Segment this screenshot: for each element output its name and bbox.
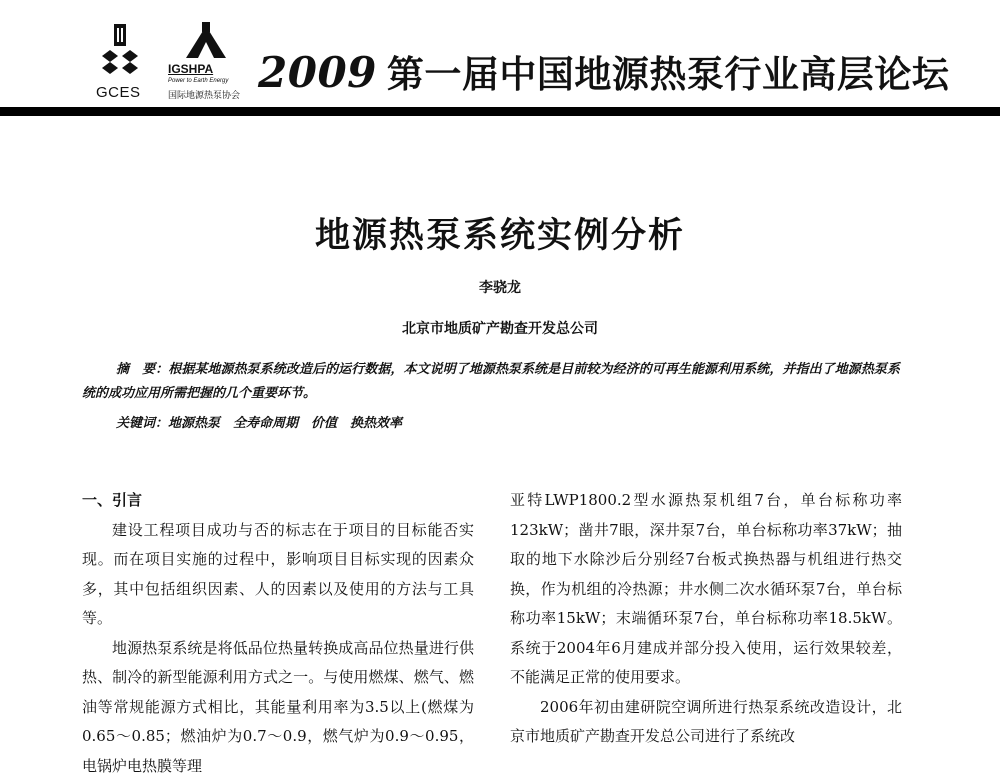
left-column (82, 486, 474, 781)
paper-title: 地源热泵系统实例分析 (0, 208, 1000, 258)
igshpa-logo-text: IGSHPA (168, 62, 213, 76)
paragraph: 2006年初由建研院空调所进行热泵系统改造设计，北京市地质矿产勘查开发总公司进行了系统改 (510, 693, 902, 752)
paper-affiliation: 北京市地质矿产勘查开发总公司 (0, 318, 1000, 338)
forum-name: 第一届中国地源热泵行业高层论坛 (387, 52, 950, 96)
header-divider (0, 107, 1000, 116)
igshpa-logo-subtext: Power to Earth Energy (168, 78, 228, 84)
right-column (510, 486, 902, 752)
forum-year: 2009 (258, 48, 377, 97)
paper-keywords: 关键词：地源热泵 全寿命周期 价值 换热效率 (116, 412, 402, 431)
gces-logo (88, 22, 160, 102)
paragraph: 亚特LWP1800.2型水源热泵机组7台，单台标称功率123kW；凿井7眼，深井泵7台，单台标称功率37kW；抽取的地下水除沙后分别经7台板式换热器与机组进行热交换，作为机组的冷热源；井水侧二次水循环泵7台，单台标称功率15kW；末端循环泵7台，单台标称功率18.5kW。系统于2004年6月建成并部分投入使用，运行效果较差，不能满足正常的使用要求。 (510, 486, 902, 693)
section-heading-introduction: 一、引言 (82, 486, 474, 516)
gces-logo-text: GCES (96, 84, 141, 101)
igshpa-logo-icon (182, 22, 230, 60)
paragraph: 建设工程项目成功与否的标志在于项目的目标能否实现。而在项目实施的过程中，影响项目目标实现的因素众多，其中包括组织因素、人的因素以及使用的方法与工具等。 (82, 516, 474, 634)
forum-title (258, 44, 949, 98)
forum-header (0, 0, 1000, 120)
paragraph: 地源热泵系统是将低品位热量转换成高品位热量进行供热、制冷的新型能源利用方式之一。与使用燃煤、燃气、燃油等常规能源方式相比，其能量利用率为3.5以上(燃煤为0.65～0.85；燃油炉为0.7～0.9，燃气炉为0.9～0.95，电锅炉电热膜等理 (82, 634, 474, 781)
paper-author: 李骁龙 (0, 277, 1000, 297)
igshpa-logo (168, 22, 246, 102)
gces-logo-icon (98, 22, 142, 80)
igshpa-logo-chinese: 国际地源热泵协会 (168, 88, 240, 101)
paper-abstract: 摘 要：根据某地源热泵系统改造后的运行数据，本文说明了地源热泵系统是目前较为经济的可再生能源利用系统，并指出了地源热泵系统的成功应用所需把握的几个重要环节。 (82, 358, 900, 406)
